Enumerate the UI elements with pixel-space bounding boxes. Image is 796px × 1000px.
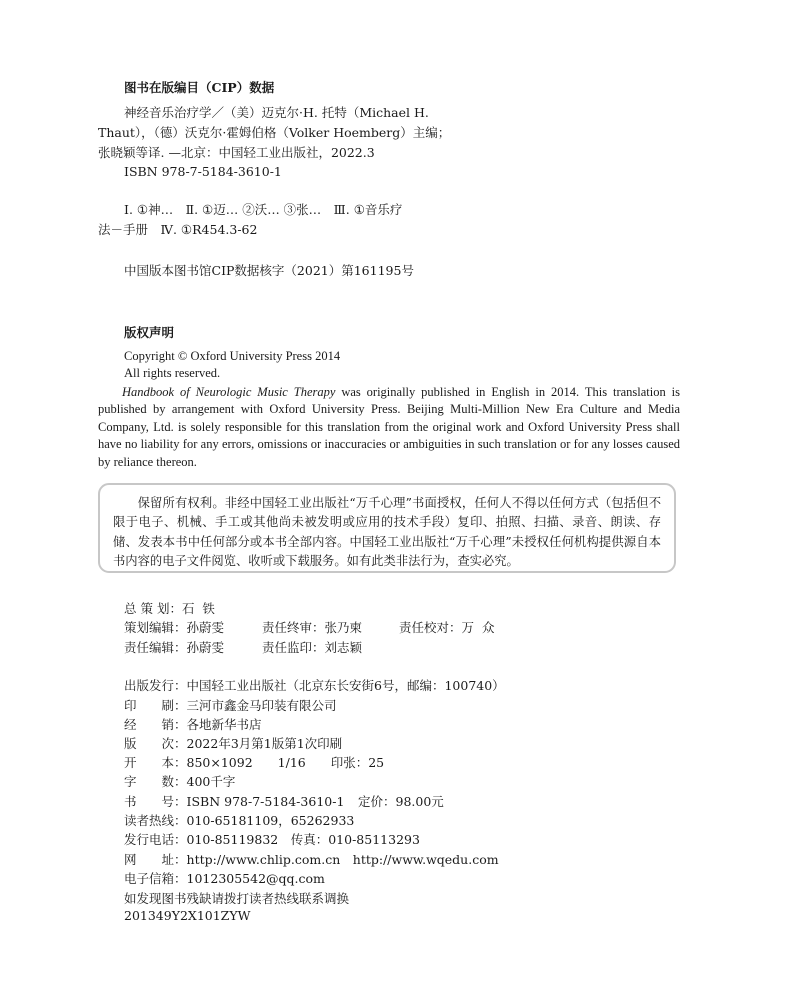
pub-value: 2022年3月第1版第1次印刷 (186, 736, 343, 751)
pub-label: 书 号： (124, 794, 187, 809)
credit-final-review (262, 618, 362, 636)
credit-label: 责任校对： (399, 620, 462, 635)
pub-label: 版 次： (124, 736, 187, 751)
pub-label: 字 数： (124, 774, 187, 789)
copyright-heading: 版权声明 (124, 325, 175, 340)
pub-price: 定价：98.00元 (358, 794, 444, 809)
credit-label: 策划编辑： (124, 620, 187, 635)
credit-value: 刘志颖 (324, 640, 363, 655)
credit-editor (124, 638, 224, 656)
pub-distributor (124, 715, 262, 733)
pub-words (124, 772, 235, 790)
pub-label: 经 销： (124, 717, 187, 732)
pub-value: 中国轻工业出版社（北京东长安街6号，邮编：100740） (186, 678, 505, 693)
pub-label: 网 址： (124, 852, 187, 867)
pub-web (124, 850, 499, 868)
pub-label: 开 本： (124, 755, 187, 770)
pub-email (124, 869, 325, 887)
pub-label: 印 刷： (124, 698, 187, 713)
pub-format (124, 753, 384, 771)
pub-publisher (124, 676, 505, 694)
credit-value: 石 铁 (181, 601, 215, 616)
cip-isbn: ISBN 978-7-5184-3610-1 (124, 164, 282, 179)
credit-value: 孙蔚雯 (186, 620, 225, 635)
credit-value: 张乃柬 (324, 620, 363, 635)
credit-label: 责任终审： (262, 620, 325, 635)
pub-value: 850×1092 1/16 印张：25 (186, 755, 385, 770)
cip-heading: 图书在版编目（CIP）数据 (124, 80, 275, 95)
pub-value: ISBN 978-7-5184-3610-1 (186, 794, 345, 809)
credit-value: 万 众 (461, 620, 495, 635)
cip-line-2: Thaut），（德）沃克尔·霍姆伯格（Volker Hoemberg）主编； (98, 125, 451, 140)
credit-chief-planner (124, 599, 215, 617)
pub-value: 1012305542@qq.com (186, 871, 325, 886)
pub-isbn (124, 792, 344, 810)
copyright-line: Copyright © Oxford University Press 2014 (124, 349, 341, 363)
pub-hotline (124, 811, 354, 829)
credit-label: 总 策 划： (124, 601, 182, 616)
credit-label: 责任监印： (262, 640, 325, 655)
book-title-italic: Handbook of Neurologic Music Therapy (122, 385, 336, 399)
credit-print-supervisor (262, 638, 362, 656)
rights-notice-box (98, 483, 676, 573)
pub-edition (124, 734, 342, 752)
rights-reserved-line: All rights reserved. (124, 366, 221, 380)
pub-label: 读者热线： (124, 813, 187, 828)
cip-class-line-1: Ⅰ. ①神… Ⅱ. ①迈… ②沃… ③张… Ⅲ. ①音乐疗 (124, 202, 403, 217)
pub-defect-note: 如发现图书残缺请拨打读者热线联系调换 (124, 891, 350, 906)
credit-planning-editor (124, 618, 224, 636)
pub-label: 发行电话： (124, 832, 187, 847)
pub-value: http://www.chlip.com.cn http://www.wqedu.com (186, 852, 499, 867)
pub-value: 各地新华书店 (186, 717, 262, 732)
rights-notice-text: 保留所有权利。非经中国轻工业出版社“万千心理”书面授权，任何人不得以任何方式（包括但不限于电子、机械、手工或其他尚未被发明或应用的技术手段）复印、拍照、扫描、录音、朗读、存储、发表本书中任何部分或本书全部内容。中国轻工业出版社“万千心理”未授权任何机构提供源自本书内容的电子文件阅览、收听或下载服务。如有此类非法行为，查实必究。 (113, 496, 661, 568)
cip-line-1: 神经音乐治疗学／（美）迈克尔·H. 托特（Michael H. (124, 105, 429, 120)
pub-value: 三河市鑫金马印装有限公司 (186, 698, 337, 713)
pub-phone (124, 830, 420, 848)
pub-value: 010-85119832 传真：010-85113293 (186, 832, 420, 847)
pub-label: 电子信箱： (124, 871, 187, 886)
pub-printer (124, 696, 337, 714)
cip-class-line-2: 法－手册 Ⅳ. ①R454.3-62 (98, 222, 258, 237)
pub-value: 010-65181109，65262933 (186, 813, 355, 828)
translation-statement (98, 384, 680, 471)
pub-label: 出版发行： (124, 678, 187, 693)
credit-proofread (399, 618, 494, 636)
pub-value: 400千字 (186, 774, 236, 789)
pub-code: 201349Y2X101ZYW (124, 908, 251, 923)
translation-statement-body: was originally published in English in 2014. This translation is published by arrangement with Oxford University Press. Beijing Multi-Million New Era Culture and Media Company, Ltd. is solely responsible for this translation from the original work and Oxford University Press shall have no liability for any errors, omissions or inaccuracies or ambiguities in such translation or for any losses caused by reliance thereon. (98, 385, 680, 469)
cip-verify-number: 中国版本图书馆CIP数据核字（2021）第161195号 (124, 263, 414, 278)
credit-label: 责任编辑： (124, 640, 187, 655)
cip-line-3: 张晓颖等译. —北京：中国轻工业出版社，2022.3 (98, 145, 375, 160)
credit-value: 孙蔚雯 (186, 640, 225, 655)
